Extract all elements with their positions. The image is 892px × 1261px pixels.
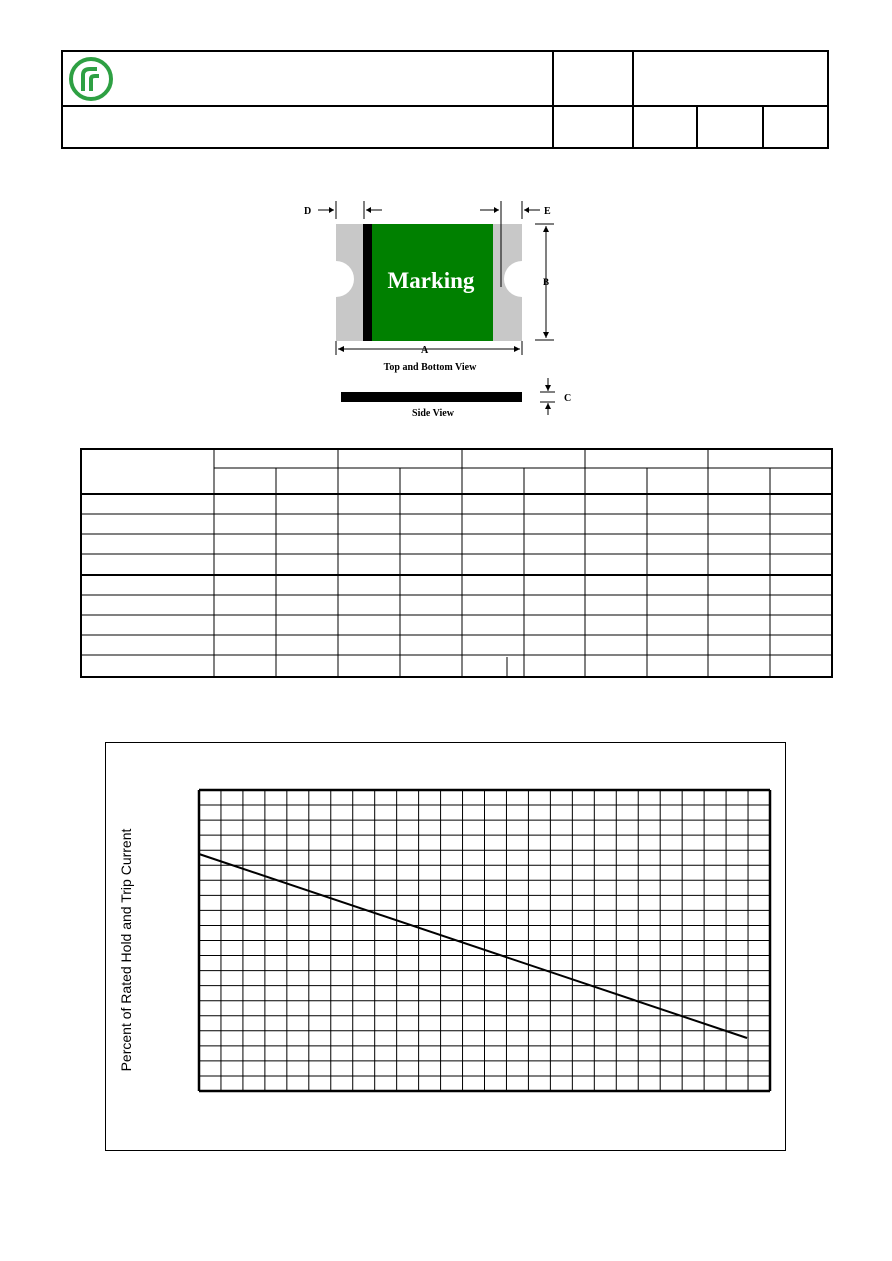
- company-logo-icon: [65, 57, 117, 101]
- dim-label-b: B: [543, 277, 550, 287]
- dim-label-e: E: [544, 206, 551, 217]
- document-header: [61, 50, 829, 149]
- derating-line: [199, 854, 747, 1038]
- dim-label-c: C: [564, 393, 572, 404]
- caption-side-view: Side View: [412, 408, 454, 419]
- chart-y-axis-label: Percent of Rated Hold and Trip Current: [118, 828, 134, 1072]
- dim-label-d: D: [304, 206, 312, 217]
- dimension-diagram: [290, 195, 590, 425]
- polarity-band: [363, 224, 372, 341]
- derating-chart: [105, 742, 786, 1151]
- marking-text: Marking: [387, 268, 475, 293]
- side-view-bar: [341, 392, 522, 402]
- dimension-table: [80, 448, 833, 678]
- header-divider-h: [63, 105, 827, 107]
- header-divider-v2: [632, 52, 634, 147]
- header-divider-v1: [552, 52, 554, 147]
- header-divider-v4: [762, 106, 764, 147]
- header-divider-v3: [696, 106, 698, 147]
- dim-label-a: A: [421, 345, 429, 356]
- table-border: [81, 449, 832, 677]
- caption-top-bottom-view: Top and Bottom View: [383, 362, 477, 373]
